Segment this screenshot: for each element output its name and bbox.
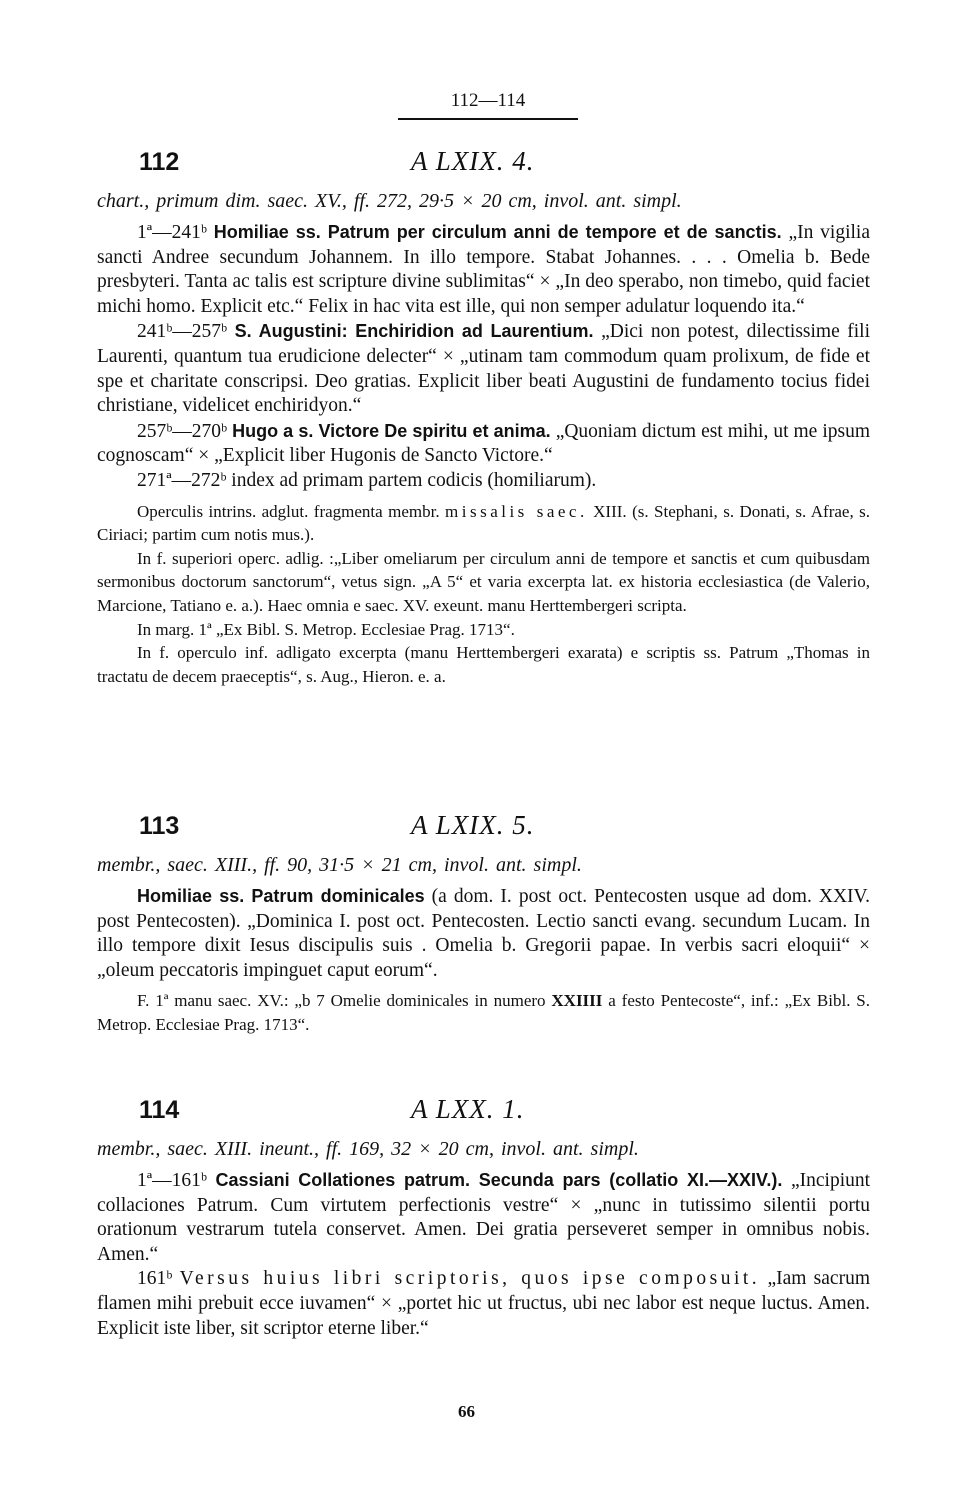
note: In f. operculo inf. adligato excerpta (manu Herttembergeri exarata) e scriptis ss. Patrum „Thomas in tractatu de decem praeceptis“, s. Aug., Hieron. e. a. bbox=[97, 643, 870, 686]
content-item bbox=[97, 1168, 870, 1267]
folio-range: 1ª—241ᵇ bbox=[137, 222, 207, 243]
folio-range: 257ᵇ—270ᵇ bbox=[137, 420, 228, 442]
content-item bbox=[97, 469, 870, 494]
entry-number: 113 bbox=[139, 812, 180, 840]
incipit-explicit: „Incipiunt collaciones Patrum. Cum virtutem perfectionis vestre“ × „nunc in tutissimo silentii portu orationum vestrarum tutela conservet. Amen. Dei gratia perseveret semper in omnibus nobis. Amen.“ bbox=[97, 1170, 871, 1265]
work-title: Hugo a s. Victore De spiritu et anima. bbox=[232, 420, 551, 441]
content-item bbox=[97, 1267, 870, 1341]
content-item bbox=[97, 884, 870, 983]
catalog-entry-114 bbox=[97, 1090, 870, 1341]
note bbox=[97, 989, 870, 1036]
folio-range: 1ª—161ᵇ bbox=[137, 1170, 207, 1191]
shelf-mark: A LXIX. 4. bbox=[411, 146, 535, 176]
entry-number: 114 bbox=[139, 1096, 180, 1124]
incipit-explicit: (a dom. I. post oct. Pentecosten usque ad dom. XXIV. post Pentecosten). „Dominica I. post oct. Pentecosten. Lectio sancti evang. secundum Lucam. In illo tempore dixit Iesus discipulis suis . Omelia b. Gregorii papae. In verbis sacri eloquii“ × „oleum peccatoris impinguet caput eorum“. bbox=[97, 886, 870, 981]
entry-heading bbox=[97, 806, 870, 846]
note: In f. superiori operc. adlig. :„Liber omeliarum per circulum anni de tempore et sanctis et cum quibusdam sermonibus doctorum sanctorum“, vetus sign. „A 5“ et varia excerpta lat. ex historia ecclesiastica (de Valerio, Marcione, Tatiano e. a.). Haec omnia e saec. XV. exeunt. manu Herttembergeri scripta. bbox=[97, 548, 870, 615]
work-title: Homiliae ss. Patrum dominicales bbox=[137, 886, 425, 906]
spaced-rubric: Versus huius libri scriptoris, quos ipse composuit. bbox=[179, 1268, 761, 1290]
page-number: 66 bbox=[458, 1402, 475, 1421]
folio-range: 161ᵇ bbox=[137, 1268, 173, 1290]
physical-description: membr., saec. XIII. ineunt., ff. 169, 32 × 20 cm, invol. ant. simpl. bbox=[97, 1138, 639, 1160]
shelf-mark: A LXX. 1. bbox=[411, 1094, 525, 1124]
note-text: XIII. (s. Stephani, s. Donati, s. Afrae, s. Ciriaci; partim cum notis mus.). bbox=[97, 501, 870, 545]
content-item bbox=[97, 419, 870, 469]
catalog-entry-113 bbox=[97, 806, 870, 1037]
incipit-explicit: „Dici non potest, dilectissime fili Laurenti, quantum tua erudicione delecter“ × „utinam tam commodum quam prolixum, de fide et spe et charitate conscripsi. Deo gratias. Explicit liber beati Augustini de fundamento tocius fidei christiane, videlicet enchiridyon.“ bbox=[97, 321, 871, 417]
folio-range: 241ᵇ—257ᵇ bbox=[137, 321, 228, 343]
incipit-explicit: „In vigilia sancti Andree secundum Johannem. In illo tempore. Stabat Johannes. . . . Omelia b. Bede presbyteri. Tanta ac talis est scripture divine sublimitas“ × „In deo sperabo, non timebo, quid faciet michi homo. Explicit etc.“ Felix in hac vita est ille, qui non semper adulatur loquendo ita.“ bbox=[97, 222, 871, 317]
note bbox=[97, 500, 870, 547]
incipit-explicit: „Iam sacrum flamen mihi prebuit ecce iuvamen“ × „portet hic ut fructus, ubi nec labor est neque luctus. Amen. Explicit iste liber, sit scriptor eterne liber.“ bbox=[97, 1268, 870, 1339]
note-bold-text: XXIIII bbox=[551, 991, 603, 1011]
shelf-mark: A LXIX. 5. bbox=[411, 810, 535, 840]
physical-description: chart., primum dim. saec. XV., ff. 272, 29·5 × 20 cm, invol. ant. simpl. bbox=[97, 190, 682, 212]
incipit-explicit: „Quoniam dictum est mihi, ut me ipsum cognoscam“ × „Explicit liber Hugonis de Sancto Victore.“ bbox=[97, 420, 871, 467]
note-text: Operculis intrins. adglut. fragmenta membr. bbox=[137, 501, 440, 521]
entry-number: 112 bbox=[139, 148, 180, 176]
physical-description: membr., saec. XIII., ff. 90, 31·5 × 21 cm, invol. ant. simpl. bbox=[97, 854, 582, 876]
work-title: Homiliae ss. Patrum per circulum anni de tempore et de sanctis. bbox=[213, 222, 782, 242]
content-text: index ad primam partem codicis (homiliarum). bbox=[231, 469, 597, 491]
work-title: Cassiani Collationes patrum. Secunda pars (collatio XI.—XXIV.). bbox=[215, 1170, 783, 1190]
work-title: S. Augustini: Enchiridion ad Laurentium. bbox=[234, 321, 594, 342]
folio-range: 271ª—272ᵇ bbox=[137, 469, 227, 491]
note-text: a festo Pentecoste“, inf.: „Ex Bibl. S. Metrop. Ecclesiae Prag. 1713“. bbox=[97, 991, 870, 1034]
catalog-entry-112 bbox=[97, 142, 870, 688]
running-head: 112—114 bbox=[398, 90, 578, 120]
note: In marg. 1ª „Ex Bibl. S. Metrop. Ecclesiae Prag. 1713“. bbox=[137, 619, 515, 639]
entry-heading bbox=[97, 1090, 870, 1130]
note-text: F. 1ª manu saec. XV.: „b 7 Omelie dominicales in numero bbox=[137, 991, 546, 1011]
note-spaced-text: missalis saec. bbox=[445, 501, 588, 521]
content-item bbox=[97, 319, 870, 418]
entry-heading bbox=[97, 142, 870, 182]
content-item bbox=[97, 220, 870, 319]
